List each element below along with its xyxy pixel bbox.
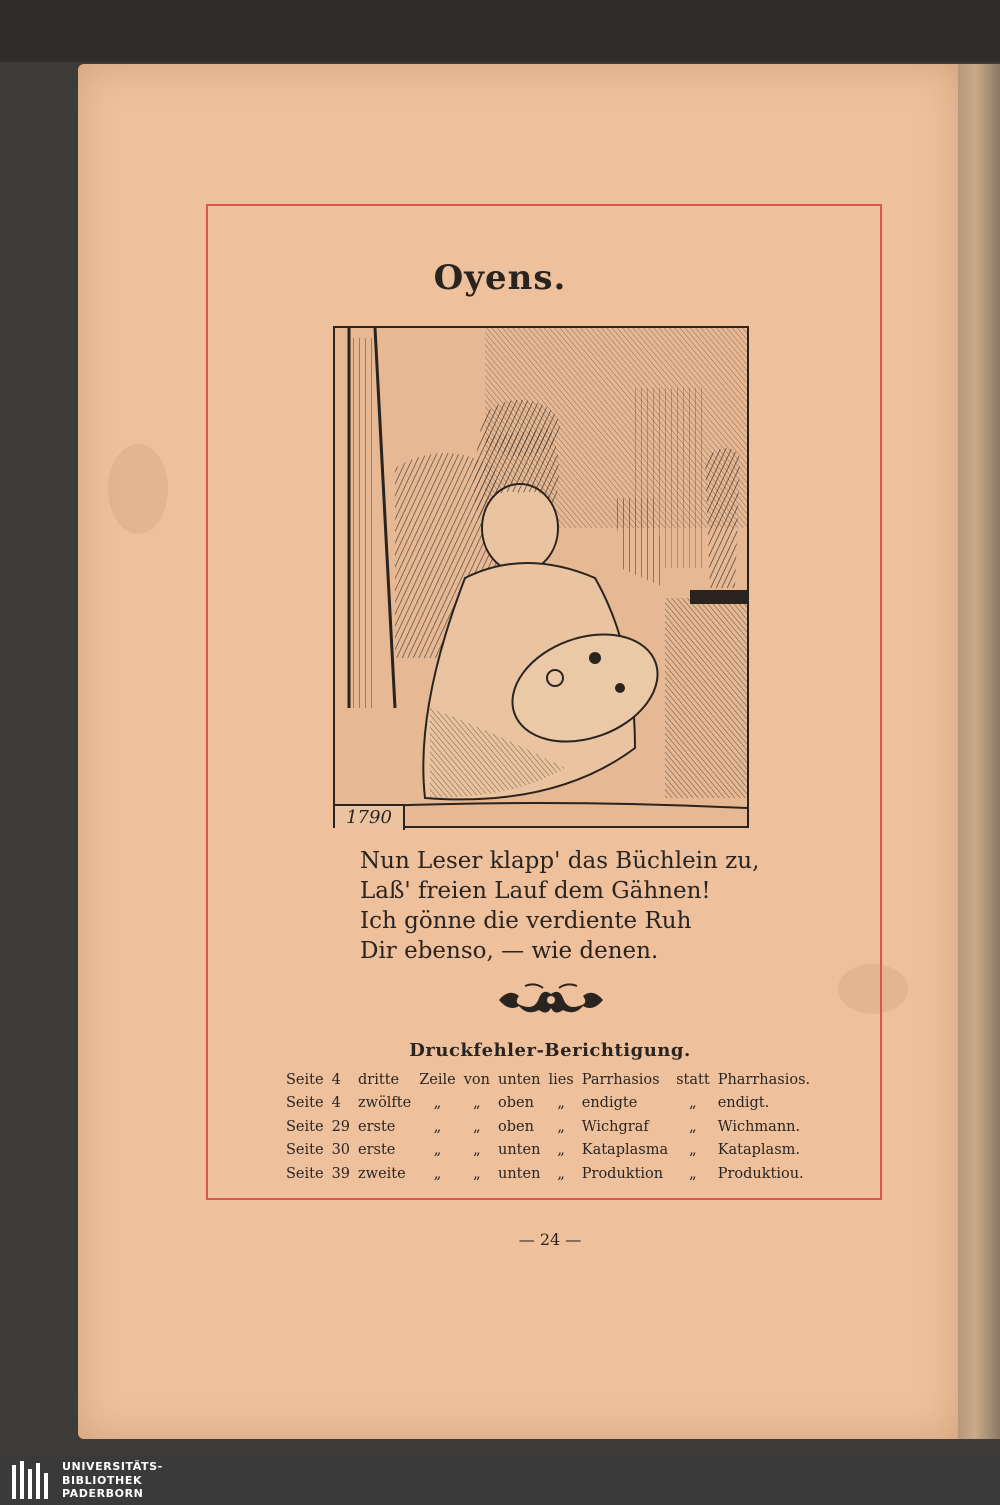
errata-cell-lies: „ <box>557 1142 565 1159</box>
errata-cell-wrong: Wichmann. <box>717 1118 801 1135</box>
library-name <box>62 1460 163 1501</box>
errata-cell-statt: „ <box>689 1095 697 1112</box>
errata-row <box>282 1092 814 1116</box>
errata-cell-seite: Seite <box>286 1071 324 1088</box>
errata-cell-page: 4 <box>331 1071 341 1088</box>
errata-cell-page: 30 <box>331 1142 351 1159</box>
errata-cell-statt: statt <box>676 1071 710 1088</box>
illustration-year-label: 1790 <box>335 804 405 830</box>
errata-cell-pos: oben <box>498 1118 534 1135</box>
errata-cell-correct: Parrhasios <box>581 1071 660 1088</box>
errata-cell-z: „ <box>433 1165 442 1182</box>
errata-cell-lies: lies <box>548 1071 574 1088</box>
errata-cell-wrong: Kataplasm. <box>717 1142 801 1159</box>
library-name-line: UNIVERSITÄTS- <box>62 1460 163 1473</box>
library-logo-bar <box>0 1455 1000 1505</box>
errata-cell-correct: Wichgraf <box>581 1118 649 1135</box>
errata-cell-wrong: Produktiou. <box>717 1165 804 1182</box>
errata-cell-z: „ <box>433 1142 442 1159</box>
errata-cell-von: „ <box>473 1142 481 1159</box>
errata-cell-seite: Seite <box>286 1142 324 1159</box>
errata-heading: Druckfehler-Berichtigung. <box>409 1040 691 1061</box>
errata-row <box>282 1162 814 1186</box>
errata-cell-zeile: dritte <box>358 1071 400 1088</box>
errata-cell-zeile: zwölfte <box>358 1095 412 1112</box>
poem-line: Laß' freien Lauf dem Gähnen! <box>360 878 711 904</box>
errata-cell-lies: „ <box>557 1165 565 1182</box>
decorative-vignette-icon <box>495 980 607 1020</box>
engraving-illustration <box>333 326 749 828</box>
poem-line: Ich gönne die verdiente Ruh <box>360 908 692 934</box>
errata-cell-zeile: erste <box>358 1142 396 1159</box>
errata-cell-pos: unten <box>498 1071 541 1088</box>
library-logo-icon <box>10 1459 54 1503</box>
errata-cell-page: 39 <box>331 1165 351 1182</box>
poem-line: Nun Leser klapp' das Büchlein zu, <box>360 848 760 874</box>
errata-cell-pos: oben <box>498 1095 534 1112</box>
page-title: Oyens. <box>433 258 567 298</box>
errata-cell-correct: endigte <box>581 1095 638 1112</box>
errata-cell-von: „ <box>473 1118 481 1135</box>
errata-cell-correct: Produktion <box>581 1165 664 1182</box>
errata-cell-statt: „ <box>689 1165 697 1182</box>
paper-stain <box>108 444 168 534</box>
errata-cell-seite: Seite <box>286 1095 324 1112</box>
errata-cell-z: „ <box>433 1095 442 1112</box>
poem-line: Dir ebenso, — wie denen. <box>360 938 659 964</box>
errata-cell-von: von <box>463 1071 490 1088</box>
errata-cell-seite: Seite <box>286 1165 324 1182</box>
errata-cell-statt: „ <box>689 1118 697 1135</box>
errata-cell-von: „ <box>473 1095 481 1112</box>
errata-cell-z: „ <box>433 1118 442 1135</box>
errata-cell-page: 29 <box>331 1118 351 1135</box>
errata-cell-seite: Seite <box>286 1118 324 1135</box>
errata-cell-pos: unten <box>498 1142 541 1159</box>
library-name-line: BIBLIOTHEK <box>62 1473 143 1487</box>
errata-cell-pos: unten <box>498 1165 541 1182</box>
errata-cell-z: Zeile <box>419 1071 456 1088</box>
errata-row <box>282 1068 814 1092</box>
errata-cell-zeile: erste <box>358 1118 396 1135</box>
errata-cell-wrong: endigt. <box>717 1095 770 1112</box>
scan-background <box>0 0 1000 62</box>
errata-cell-statt: „ <box>689 1142 697 1159</box>
errata-row <box>282 1115 814 1139</box>
errata-cell-lies: „ <box>557 1095 565 1112</box>
errata-row <box>282 1139 814 1163</box>
errata-cell-lies: „ <box>557 1118 565 1135</box>
page-number: — 24 — <box>518 1230 582 1249</box>
errata-cell-wrong: Pharrhasios. <box>717 1071 811 1088</box>
errata-cell-von: „ <box>473 1165 481 1182</box>
errata-cell-page: 4 <box>331 1095 341 1112</box>
errata-table <box>282 1068 814 1186</box>
poem-verse <box>360 846 800 966</box>
errata-cell-correct: Kataplasma <box>581 1142 669 1159</box>
library-name-line: PADERBORN <box>62 1487 144 1500</box>
errata-cell-zeile: zweite <box>358 1165 406 1182</box>
engraving-drawing <box>335 328 747 826</box>
